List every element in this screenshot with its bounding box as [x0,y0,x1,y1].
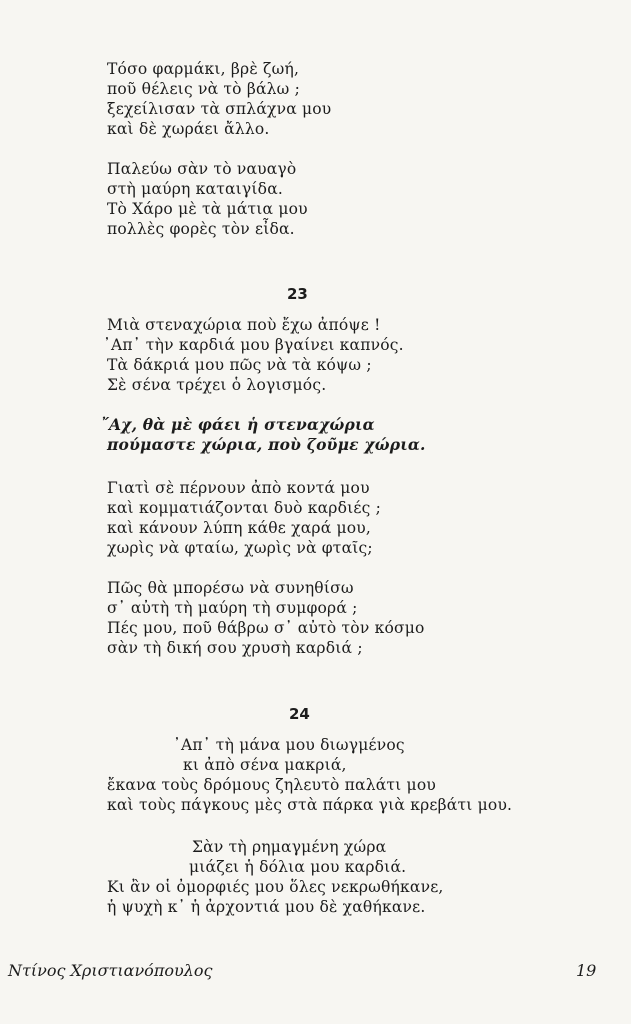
verse-line: Κι ἂν οἱ ὀμορφιές μου ὅλες νεκρωθήκανε, [107,878,444,896]
author-name: Ντίνος Χριστιανόπουλος [8,961,213,980]
verse-line: Τὸ Χάρο μὲ τὰ μάτια μου [107,200,308,218]
verse-line: Πῶς θὰ μπορέσω νὰ συνηθίσω [107,579,354,597]
verse-line: καὶ κάνουν λύπη κάθε χαρά μου, [107,519,372,537]
verse-line: κι ἀπὸ σένα μακριά, [183,756,347,774]
verse-line: καὶ τοὺς πάγκους μὲς στὰ πάρκα γιὰ κρεβάτι μου. [107,796,513,814]
verse-line: Μιὰ στεναχώρια ποὺ ἔχω ἀπόψε ! [107,316,381,334]
refrain-line: ῎Αχ, θὰ μὲ φάει ἡ στεναχώρια [101,415,375,434]
verse-line: καὶ δὲ χωράει ἄλλο. [107,120,270,138]
verse-line: Τόσο φαρμάκι, βρὲ ζωή, [107,60,300,78]
refrain-line: πούμαστε χώρια, ποὺ ζοῦμε χώρια. [107,435,426,454]
verse-line: μιάζει ἡ δόλια μου καρδιά. [189,858,407,876]
verse-line: στὴ μαύρη καταιγίδα. [107,180,283,198]
verse-line: ᾿Απ᾿ τὴ μάνα μου διωγμένος [173,736,405,754]
verse-line: Σὲ σένα τρέχει ὁ λογισμός. [107,376,327,394]
page-number: 19 [576,961,597,980]
verse-line: ἔκανα τοὺς δρόμους ζηλευτὸ παλάτι μου [107,776,436,794]
verse-line: πολλὲς φορὲς τὸν εἶδα. [107,220,295,238]
verse-line: Σὰν τὴ ρημαγμένη χώρα [192,838,387,856]
verse-line: ξεχείλισαν τὰ σπλάχνα μου [107,100,332,118]
verse-line: σὰν τὴ δική σου χρυσὴ καρδιά ; [107,639,363,657]
verse-line: καὶ κομματιάζονται δυὸ καρδιές ; [107,499,382,517]
poem-number: 23 [287,285,308,303]
verse-line: χωρὶς νὰ φταίω, χωρὶς νὰ φταῖς; [107,539,373,557]
verse-line: Πές μου, ποῦ θάβρω σ᾿ αὐτὸ τὸν κόσμο [107,619,425,637]
poem-number: 24 [289,705,310,723]
verse-line: σ᾿ αὐτὴ τὴ μαύρη τὴ συμφορά ; [107,599,358,617]
verse-line: Γιατὶ σὲ πέρνουν ἀπὸ κοντά μου [107,479,370,497]
verse-line: ᾿Απ᾿ τὴν καρδιά μου βγαίνει καπνός. [103,336,404,354]
verse-line: Παλεύω σὰν τὸ ναυαγὸ [107,160,297,178]
verse-line: Τὰ δάκριά μου πῶς νὰ τὰ κόψω ; [107,356,372,374]
verse-line: ποῦ θέλεις νὰ τὸ βάλω ; [107,80,301,98]
verse-line: ἡ ψυχὴ κ᾿ ἡ ἀρχοντιά μου δὲ χαθήκανε. [107,898,426,916]
